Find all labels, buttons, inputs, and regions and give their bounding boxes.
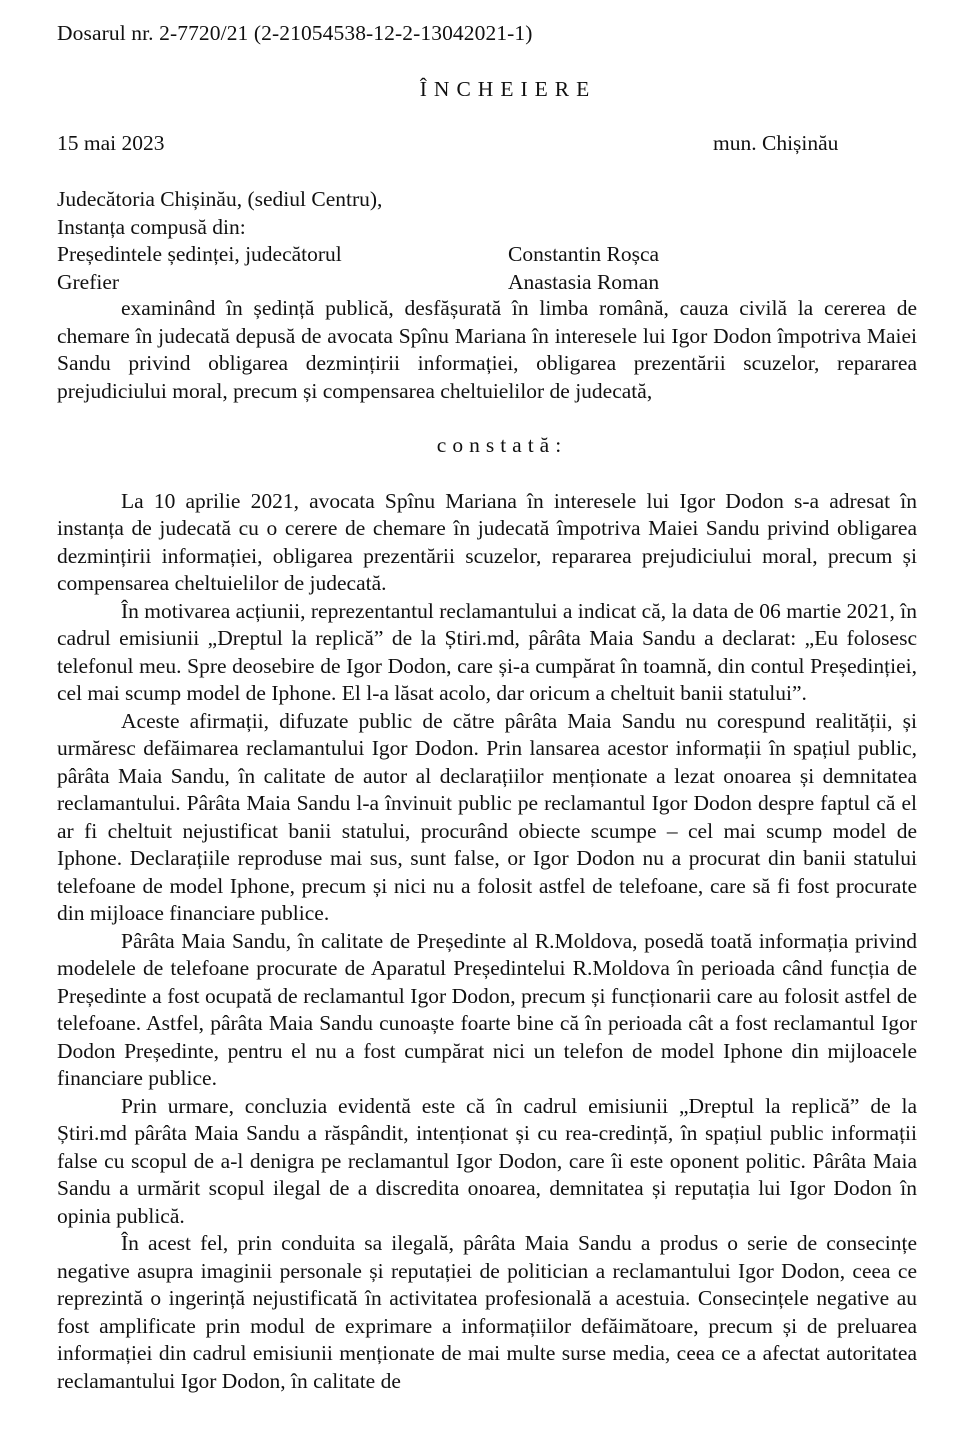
paragraph: Prin urmare, concluzia evidentă este că în cadrul emisiunii „Dreptul la replică” de la Știri.md pârâta Maia Sandu a răspândit, intenționat și cu rea-credință, în spațiul public informații false cu scopul de a-l denigra pe reclamantul Igor Dodon, care îi este oponent politic. Pârâta Maia Sandu a urmărit scopul ilegal de a discredita onoarea, demnitatea și reputația lui Igor Dodon în opinia publică. [57,1093,917,1228]
paragraph: În motivarea acțiunii, reprezentantul reclamantului a indicat că, la data de 06 martie 2021, în cadrul emisiunii „Dreptul la replică” de la Știri.md, pârâta Maia Sandu a declarat: „Eu folosesc telefonul meu. Spre deosebire de Igor Dodon, care și-a cumpărat în toamnă, din contul Președinției, cel mai scump model de Iphone. El l-a lăsat acolo, dar oricum a cheltuit banii statului”. [57,598,917,705]
court-member-row [57,269,917,297]
member-role: Președintele ședinței, judecătorul [57,242,342,266]
member-name: Constantin Roșca [508,242,660,266]
paragraph: În acest fel, prin conduita sa ilegală, pârâta Maia Sandu a produs o serie de consecințe negative asupra imaginii personale și reputației de politician a reclamantului Igor Dodon, ceea ce reprezintă o ingerință nejustificată în activitatea profesională a acestuia. Consecințele negative au fost amplificate prin modul de exprimare a informațiilor defăimătoare, precum și de preluarea informației din cadrul emisiunii menționate de mai multe surse media, ceea ce a afectat autoritatea reclamantului Igor Dodon, în calitate de [57,1231,917,1393]
court-composition [57,186,917,296]
composition-label: Instanța compusă din: [57,214,246,239]
document-body [57,295,917,1395]
case-number: Dosarul nr. 2-7720/21 (2-21054538-12-2-13042021-1) [57,21,533,45]
paragraph: Aceste afirmații, difuzate public de către pârâta Maia Sandu nu corespund realității, și urmăresc defăimarea reclamantului Igor Dodon. Prin lansarea acestor informații în spațiul public, pârâta Maia Sandu, în calitate de autor al declarațiilor menționate a lezat onoarea și demnitatea reclamantului. Pârâta Maia Sandu l-a învinuit public pe reclamantul Igor Dodon despre faptul că el ar fi cheltuit nejustificat banii statului, procurând obiecte scumpe – cel mai scump model de Iphone. Declarațiile reproduse mai sus, sunt false, or Igor Dodon nu a procurat din banii statului telefoane de model Iphone, precum și nici nu a folosit astfel de telefoane, care să fi fost procurate din mijloace financiare publice. [57,708,917,925]
member-role: Grefier [57,269,120,294]
document-place: mun. Chișinău [713,131,839,155]
section-heading: constată: [436,433,568,457]
intro-paragraph: examinând în ședință publică, desfășurată în limba română, cauza civilă la cererea de chemare în judecată depusă de avocata Spînu Mariana în interesele lui Igor Dodon împotriva Maiei Sandu privind obligarea dezmințirii informației, obligarea prezentării scuzelor, repararea prejudiciului moral, precum și compensarea cheltuielilor de judecată, [57,296,917,403]
document-date: 15 mai 2023 [57,131,165,155]
document-title: ÎNCHEIERE [419,77,597,101]
member-name: Anastasia Roman [508,269,660,294]
court-member-row [57,241,917,269]
paragraph: Pârâta Maia Sandu, în calitate de Președinte al R.Moldova, posedă toată informația privind modelele de telefoane procurate de Aparatul Președintelui R.Moldova în perioada când funcția de Președinte a fost ocupată de reclamantul Igor Dodon, precum și funcționarii care au folosit astfel de telefoane. Astfel, pârâta Maia Sandu cunoaște foarte bine că în perioada cât a fost reclamantul Igor Dodon Președinte, pentru el nu a fost cumpărat nici un telefon de model Iphone din mijloacele financiare publice. [57,928,917,1090]
court-name: Judecătoria Chișinău, (sediul Centru), [57,187,383,211]
paragraph: La 10 aprilie 2021, avocata Spînu Mariana în interesele lui Igor Dodon s-a adresat în instanța de judecată cu o cerere de chemare în judecată împotriva Maiei Sandu privind obligarea dezmințirii informației, obligarea prezentării scuzelor, repararea prejudiciului moral, precum și compensarea cheltuielilor de judecată. [57,488,917,595]
